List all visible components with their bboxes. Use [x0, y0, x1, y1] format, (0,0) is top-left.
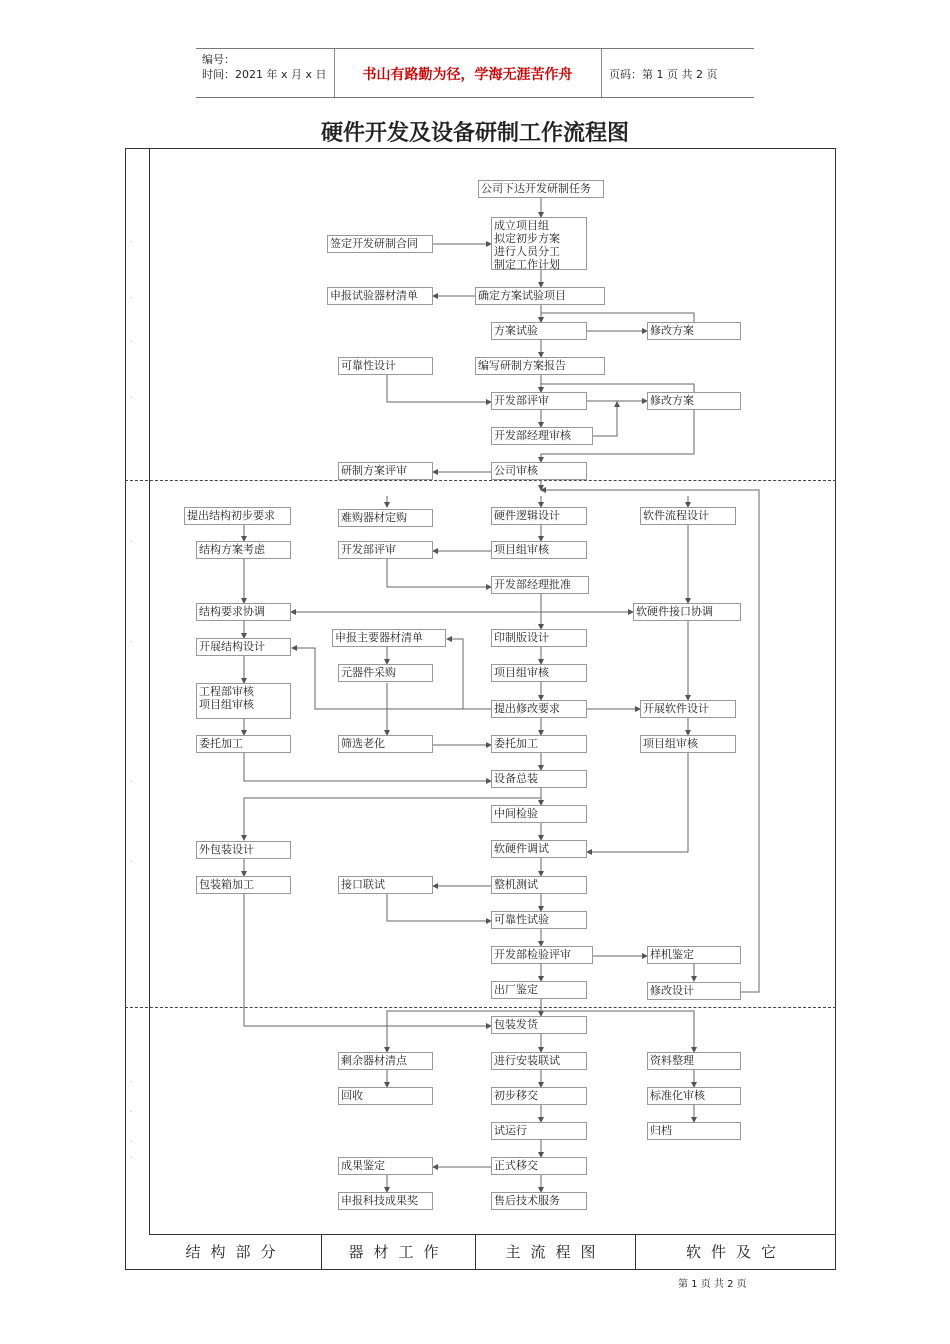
- flow-box-structure-coordination: 结构要求协调: [196, 603, 291, 621]
- header-motto: 书山有路勤为径，学海无涯苦作舟: [362, 67, 573, 83]
- lane-label-structure: 结构部分: [185, 1243, 286, 1261]
- margin-mark: .: [130, 1136, 133, 1144]
- margin-mark: .: [130, 1076, 133, 1084]
- flow-box-dept-review: 开发部评审: [491, 392, 587, 410]
- flow-box-initial-handover: 初步移交: [491, 1087, 587, 1105]
- flow-box-scheme-evaluation: 研制方案评审: [338, 462, 433, 480]
- flow-box-document-organize: 资料整理: [647, 1052, 741, 1070]
- flow-box-scheme-test: 方案试验: [491, 322, 587, 340]
- flow-box-archive: 归档: [647, 1122, 741, 1140]
- flow-box-box-processing: 包装箱加工: [196, 876, 291, 894]
- flow-box-team-review: 项目组审核: [491, 541, 587, 559]
- flow-box-install-test: 进行安装联试: [491, 1052, 587, 1070]
- flow-box-component-purchase: 元器件采购: [338, 664, 433, 682]
- flow-box-revise-design: 修改设计: [647, 982, 741, 1000]
- margin-mark: .: [130, 336, 133, 344]
- flow-box-hw-sw-debug: 软硬件调试: [491, 840, 587, 858]
- flow-box-revise-scheme: 修改方案: [647, 392, 741, 410]
- time-label: 时间：2021 年 x 月 x 日: [202, 68, 327, 81]
- flow-box-recycle: 回收: [338, 1087, 433, 1105]
- flow-box-software-design: 开展软件设计: [640, 700, 736, 718]
- margin-mark: .: [130, 776, 133, 784]
- flow-box-interface-test: 接口联试: [338, 876, 433, 894]
- flow-box-revise-scheme: 修改方案: [647, 322, 741, 340]
- flow-box-outsource-processing: 委托加工: [196, 735, 291, 753]
- code-label: 编号：: [202, 53, 235, 66]
- margin-mark: .: [130, 392, 133, 400]
- flow-box-outsource-processing: 委托加工: [491, 735, 587, 753]
- margin-mark: .: [130, 292, 133, 300]
- flow-box-manager-review: 开发部经理审核: [491, 427, 593, 445]
- flow-box-manager-approval: 开发部经理批准: [491, 576, 589, 594]
- flow-box-engineering-review: 工程部审核 项目组审核: [196, 683, 291, 719]
- flow-box-screening-aging: 筛选老化: [338, 735, 433, 753]
- margin-mark: .: [130, 236, 133, 244]
- flow-box-reliability-test: 可靠性试验: [491, 911, 587, 929]
- flow-box-change-request: 提出修改要求: [491, 700, 587, 718]
- margin-mark: .: [130, 1106, 133, 1114]
- flow-box-structure-scheme: 结构方案考虑: [196, 541, 291, 559]
- flow-box-team-review: 项目组审核: [491, 664, 587, 682]
- flow-box-factory-appraisal: 出厂鉴定: [491, 981, 587, 999]
- flow-box-inspection-review: 开发部检验评审: [491, 946, 593, 964]
- flow-box-after-sales: 售后技术服务: [491, 1192, 587, 1210]
- flow-box-package-ship: 包装发货: [491, 1016, 587, 1034]
- lane-label-software: 软件及它: [685, 1243, 786, 1261]
- flow-box-interface-coordination: 软硬件接口协调: [633, 603, 741, 621]
- flow-box-formal-handover: 正式移交: [491, 1157, 587, 1175]
- flow-box-dept-review: 开发部评审: [338, 541, 433, 559]
- flow-box-assign-task: 公司下达开发研制任务: [478, 180, 604, 198]
- flow-box-structure-design: 开展结构设计: [196, 638, 291, 656]
- margin-mark: .: [130, 1152, 133, 1160]
- flow-box-pcb-design: 印制版设计: [491, 629, 587, 647]
- flow-box-scheme-report: 编写研制方案报告: [475, 357, 605, 375]
- flow-box-main-materials-list: 申报主要器材清单: [332, 629, 446, 647]
- flow-box-test-items: 确定方案试验项目: [475, 287, 605, 305]
- lane-label-materials: 器材工作: [348, 1243, 449, 1261]
- page-title: 硬件开发及设备研制工作流程图: [320, 120, 629, 146]
- flow-box-standardization-review: 标准化审核: [647, 1087, 741, 1105]
- flow-box-form-team: 成立项目组 拟定初步方案 进行人员分工 制定工作计划: [491, 217, 587, 270]
- header-page-label: 页码：第 1 页 共 2 页: [609, 68, 718, 81]
- flow-box-trial-run: 试运行: [491, 1122, 587, 1140]
- flow-box-achievement-appraisal: 成果鉴定: [338, 1157, 433, 1175]
- flow-box-sign-contract: 签定开发研制合同: [327, 235, 433, 253]
- flow-box-award-application: 申报科技成果奖: [338, 1192, 433, 1210]
- flow-box-prototype-appraisal: 样机鉴定: [647, 946, 741, 964]
- flow-box-system-test: 整机测试: [491, 876, 587, 894]
- flow-box-software-flow: 软件流程设计: [640, 507, 736, 525]
- flow-box-interim-inspection: 中间检验: [491, 805, 587, 823]
- flow-box-package-design: 外包装设计: [196, 841, 291, 859]
- page-footer: 第 1 页 共 2 页: [678, 1279, 747, 1290]
- flow-box-order-scarce-parts: 难购器材定购: [338, 509, 433, 527]
- flow-box-company-review: 公司审核: [491, 462, 587, 480]
- flow-box-reliability-design: 可靠性设计: [338, 357, 433, 375]
- flow-box-hardware-logic: 硬件逻辑设计: [491, 507, 587, 525]
- margin-mark: .: [130, 536, 133, 544]
- flow-box-inventory-check: 剩余器材清点: [338, 1052, 433, 1070]
- lane-label-main: 主流程图: [505, 1243, 606, 1261]
- margin-mark: .: [130, 636, 133, 644]
- flow-box-final-assembly: 设备总装: [491, 770, 587, 788]
- flow-box-test-materials: 申报试验器材清单: [327, 287, 433, 305]
- flow-box-team-review: 项目组审核: [640, 735, 736, 753]
- flow-box-structure-requirements: 提出结构初步要求: [184, 507, 291, 525]
- margin-mark: .: [130, 856, 133, 864]
